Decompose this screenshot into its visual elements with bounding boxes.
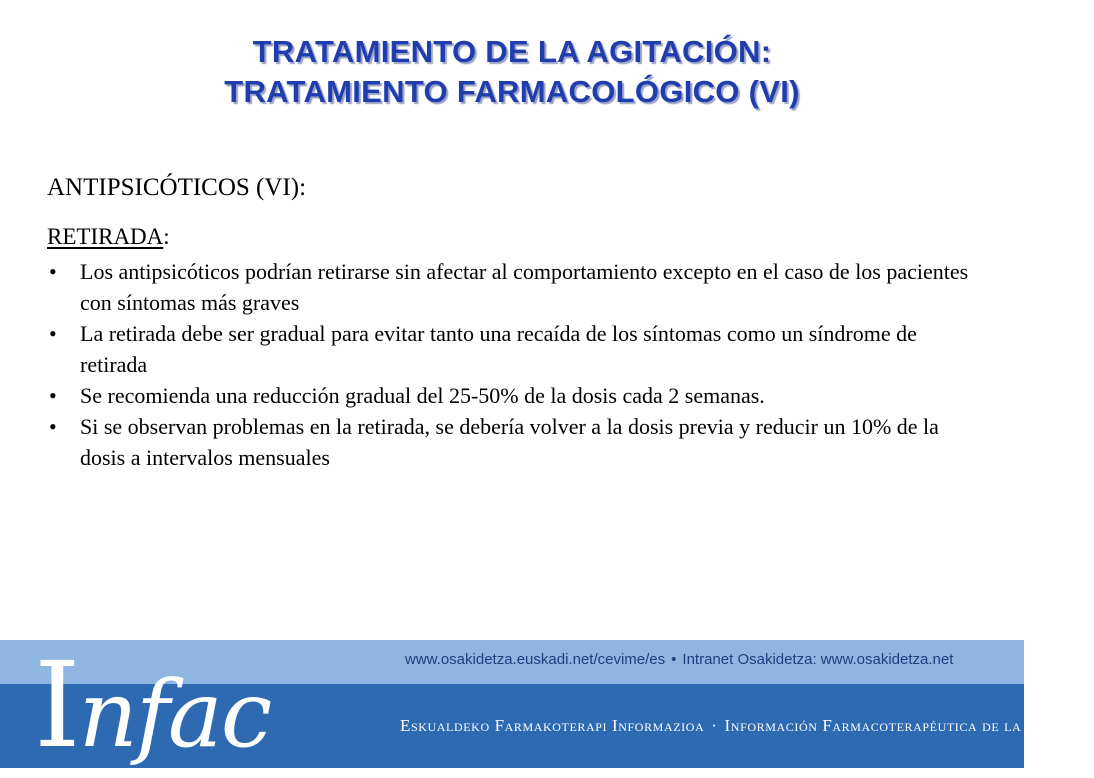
bullet-text: Los antipsicóticos podrían retirarse sin afectar al comportamiento excepto en el caso de los pacientes con síntomas más graves — [80, 259, 969, 315]
bullet-item — [47, 256, 977, 318]
footer-links — [405, 651, 953, 668]
intranet-link[interactable]: Intranet Osakidetza: www.osakidetza.net — [682, 651, 954, 668]
section-heading: ANTIPSICÓTICOS (VI): — [47, 174, 307, 201]
bullet-text: Si se observan problemas en la retirada, se debería volver a la dosis previa y reducir un 10% de la dosis a intervalos mensuales — [80, 414, 939, 470]
bullet-item — [47, 380, 977, 411]
bullet-item — [47, 411, 977, 473]
footer-tagline — [400, 716, 1094, 736]
slide-title — [0, 32, 1024, 112]
bullet-icon: • — [49, 259, 57, 284]
footer-links-separator: • — [671, 651, 677, 668]
bullet-list — [47, 256, 977, 473]
sub-heading-label: RETIRADA — [47, 224, 164, 249]
sub-heading — [47, 224, 170, 250]
logo-initial: I — [34, 636, 79, 774]
logo-rest: nfac — [78, 661, 271, 768]
cevime-link[interactable]: www.osakidetza.euskadi.net/cevime/es — [405, 651, 666, 668]
infac-logo — [34, 636, 271, 778]
tagline-basque: Eskualdeko Farmakoterapi Informazioa — [400, 716, 705, 735]
tagline-spanish: Información Farmacoterapéutica de la Comarca — [724, 716, 1094, 735]
bullet-icon: • — [49, 321, 57, 346]
bullet-text: La retirada debe ser gradual para evitar tanto una recaída de los síntomas como un síndrome de retirada — [80, 321, 917, 377]
bullet-text: Se recomienda una reducción gradual del 25-50% de la dosis cada 2 semanas. — [80, 383, 765, 408]
bullet-icon: • — [49, 414, 57, 439]
bullet-item — [47, 318, 977, 380]
tagline-separator: · — [711, 716, 718, 735]
bullet-icon: • — [49, 383, 57, 408]
slide-title-line-2: TRATAMIENTO FARMACOLÓGICO (VI) — [224, 74, 800, 109]
sub-heading-colon: : — [163, 224, 170, 249]
slide-title-line-1: TRATAMIENTO DE LA AGITACIÓN: — [252, 34, 772, 69]
footer-banner — [0, 636, 1094, 774]
